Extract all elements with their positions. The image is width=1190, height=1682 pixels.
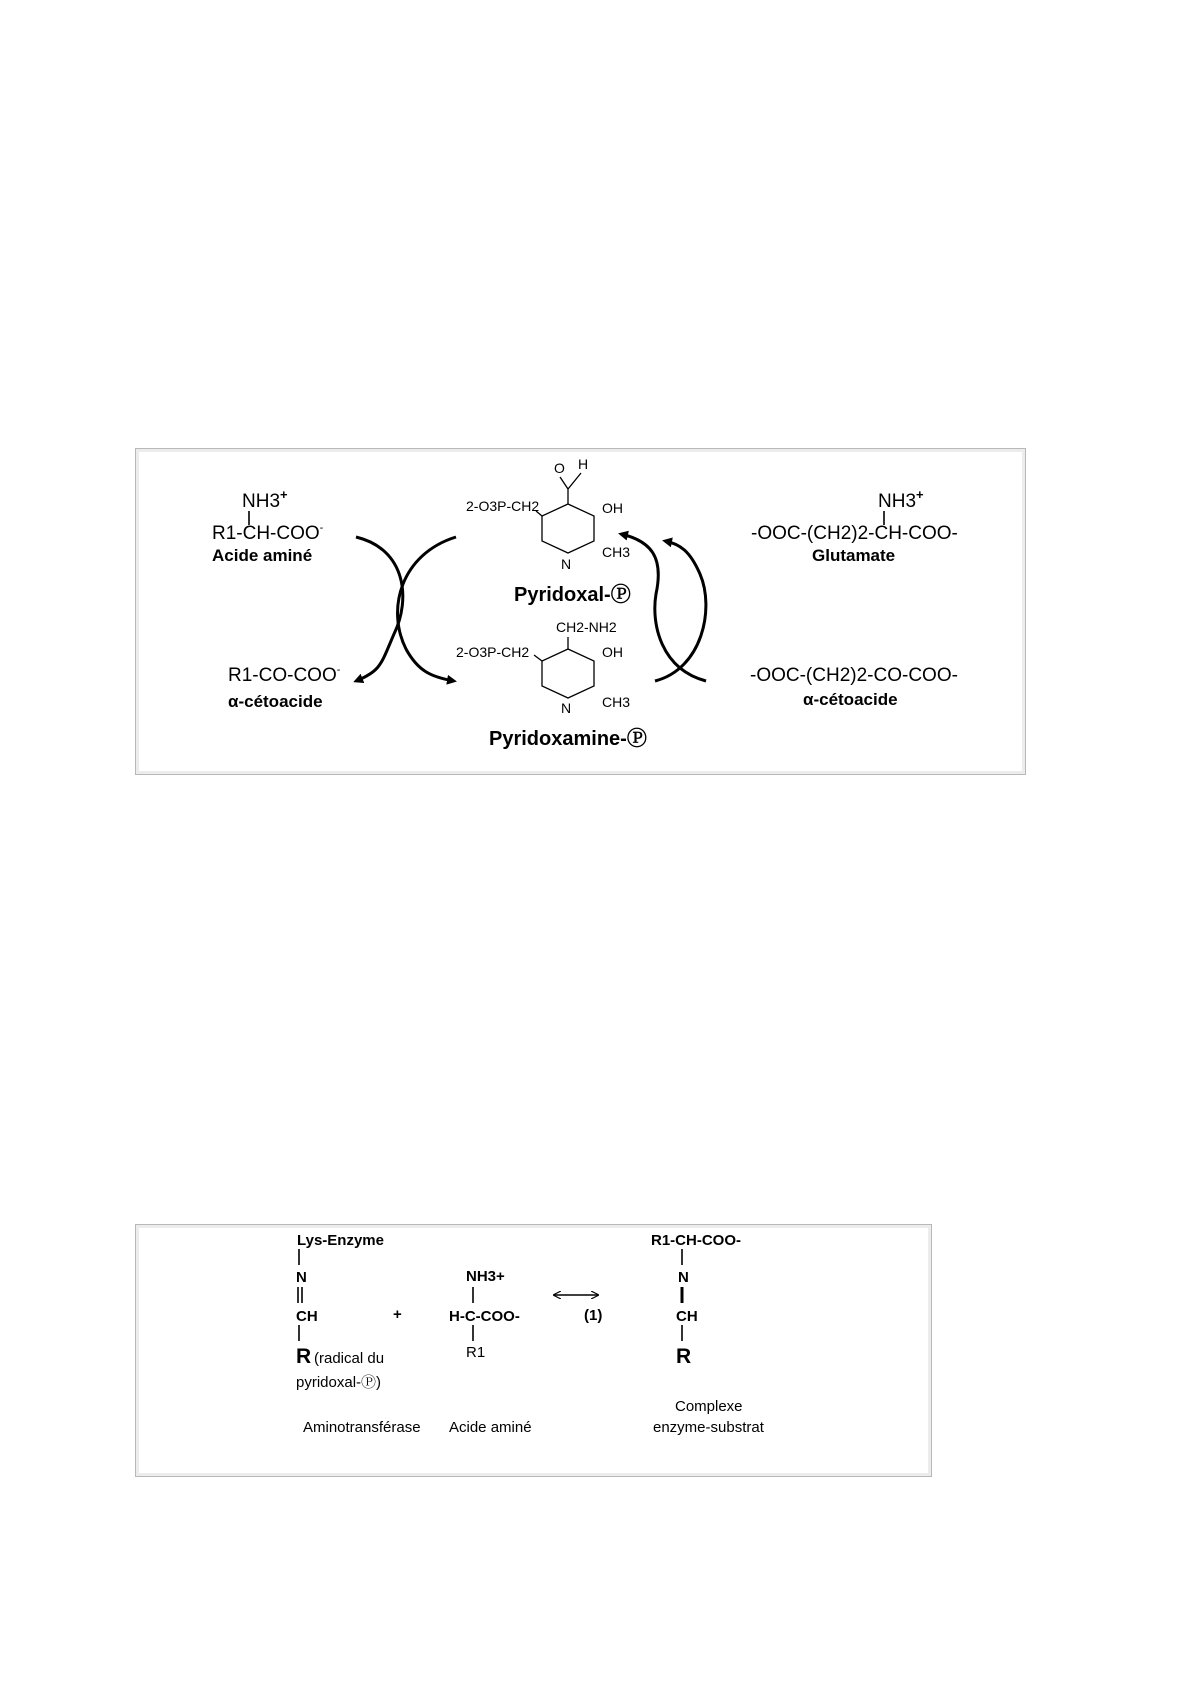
r-group: R: [296, 1345, 312, 1368]
arrow-to-pyridoxamine: [398, 537, 456, 681]
pyridoxamine-phosphate-structure: [456, 619, 647, 750]
methyl-group: CH3: [602, 694, 631, 710]
ch-group: CH: [296, 1308, 318, 1325]
complex-name-line1: Complexe: [675, 1398, 743, 1415]
ketoacid-name: α-cétoacide: [228, 692, 323, 711]
right-exchange-arrows: [621, 534, 706, 681]
complex-r: R: [676, 1345, 692, 1368]
ketoacid-structure-left: [228, 664, 341, 711]
hydroxyl-group: OH: [602, 644, 623, 660]
amino-acid-structure: [212, 487, 324, 565]
r-note-line1: (radical du: [314, 1350, 385, 1367]
pyridoxamine-name: Pyridoxamine-Ⓟ: [489, 728, 647, 750]
glutamate-name: Glutamate: [812, 546, 896, 565]
amino-acid-name: Acide aminé: [449, 1419, 532, 1436]
methyl-group: CH3: [602, 544, 631, 560]
r-note-line2: pyridoxal-Ⓟ): [296, 1374, 382, 1391]
enzyme-name: Aminotransférase: [303, 1419, 421, 1436]
aldehyde-hydrogen: H: [578, 456, 589, 472]
amino-acid-structure: [449, 1268, 532, 1436]
enzyme-schiff-base: [296, 1232, 421, 1436]
pyridine-ring: [542, 649, 594, 698]
enzyme-substrate-complex: [651, 1232, 765, 1436]
aldehyde-bonds: [560, 473, 581, 504]
amino-group-label: NH3+: [878, 487, 924, 512]
ring-nitrogen: N: [561, 700, 572, 716]
ketoacid-formula: -OOC-(CH2)2-CO-COO-: [750, 665, 958, 686]
phosphate-group: 2-O3P-CH2: [466, 498, 540, 514]
amino-group-label: NH3+: [466, 1268, 505, 1285]
aminomethyl-group: CH2-NH2: [556, 619, 617, 635]
imine-nitrogen: N: [296, 1269, 307, 1286]
ketoacid-structure-right: [750, 665, 958, 709]
ring-nitrogen: N: [561, 556, 572, 572]
glutamate-structure: [751, 487, 958, 565]
amino-acid-formula: H-C-COO-: [449, 1308, 520, 1325]
phosphate-group: 2-O3P-CH2: [456, 644, 530, 660]
left-exchange-arrows: [356, 537, 456, 681]
reversible-arrow: [554, 1295, 602, 1324]
pyridoxal-name: Pyridoxal-Ⓟ: [514, 584, 631, 606]
ketoacid-name: α-cétoacide: [803, 690, 898, 709]
complex-name-line2: enzyme-substrat: [653, 1419, 764, 1436]
arrow-from-glutamate: [655, 541, 706, 681]
hydroxyl-group: OH: [602, 500, 623, 516]
ketoacid-formula: R1-CO-COO-: [228, 664, 341, 686]
amino-group-label: NH3+: [242, 487, 288, 512]
complex-top-formula: R1-CH-COO-: [651, 1232, 741, 1249]
transamination-cycle-figure: [135, 448, 1026, 775]
arrow-to-pyridoxal: [621, 534, 706, 681]
transamination-cycle-diagram: [136, 449, 1025, 774]
enzyme-substrate-figure: [135, 1224, 932, 1477]
enzyme-substrate-diagram: [136, 1225, 931, 1476]
bond-line: [534, 655, 542, 661]
pyridoxal-phosphate-structure: [466, 456, 631, 606]
complex-ch: CH: [676, 1308, 698, 1325]
lys-enzyme-label: Lys-Enzyme: [297, 1232, 384, 1249]
pyridine-ring: [542, 504, 594, 553]
reaction-number: (1): [584, 1307, 603, 1324]
amino-acid-formula: R1-CH-COO-: [212, 522, 324, 544]
arrow-to-ketoacid: [356, 537, 403, 681]
r1-group: R1: [466, 1344, 486, 1361]
complex-nitrogen: N: [678, 1269, 689, 1286]
amino-acid-name: Acide aminé: [212, 546, 313, 565]
plus-sign: +: [393, 1306, 402, 1323]
aldehyde-oxygen: O: [554, 460, 565, 476]
glutamate-formula: -OOC-(CH2)2-CH-COO-: [751, 523, 958, 544]
